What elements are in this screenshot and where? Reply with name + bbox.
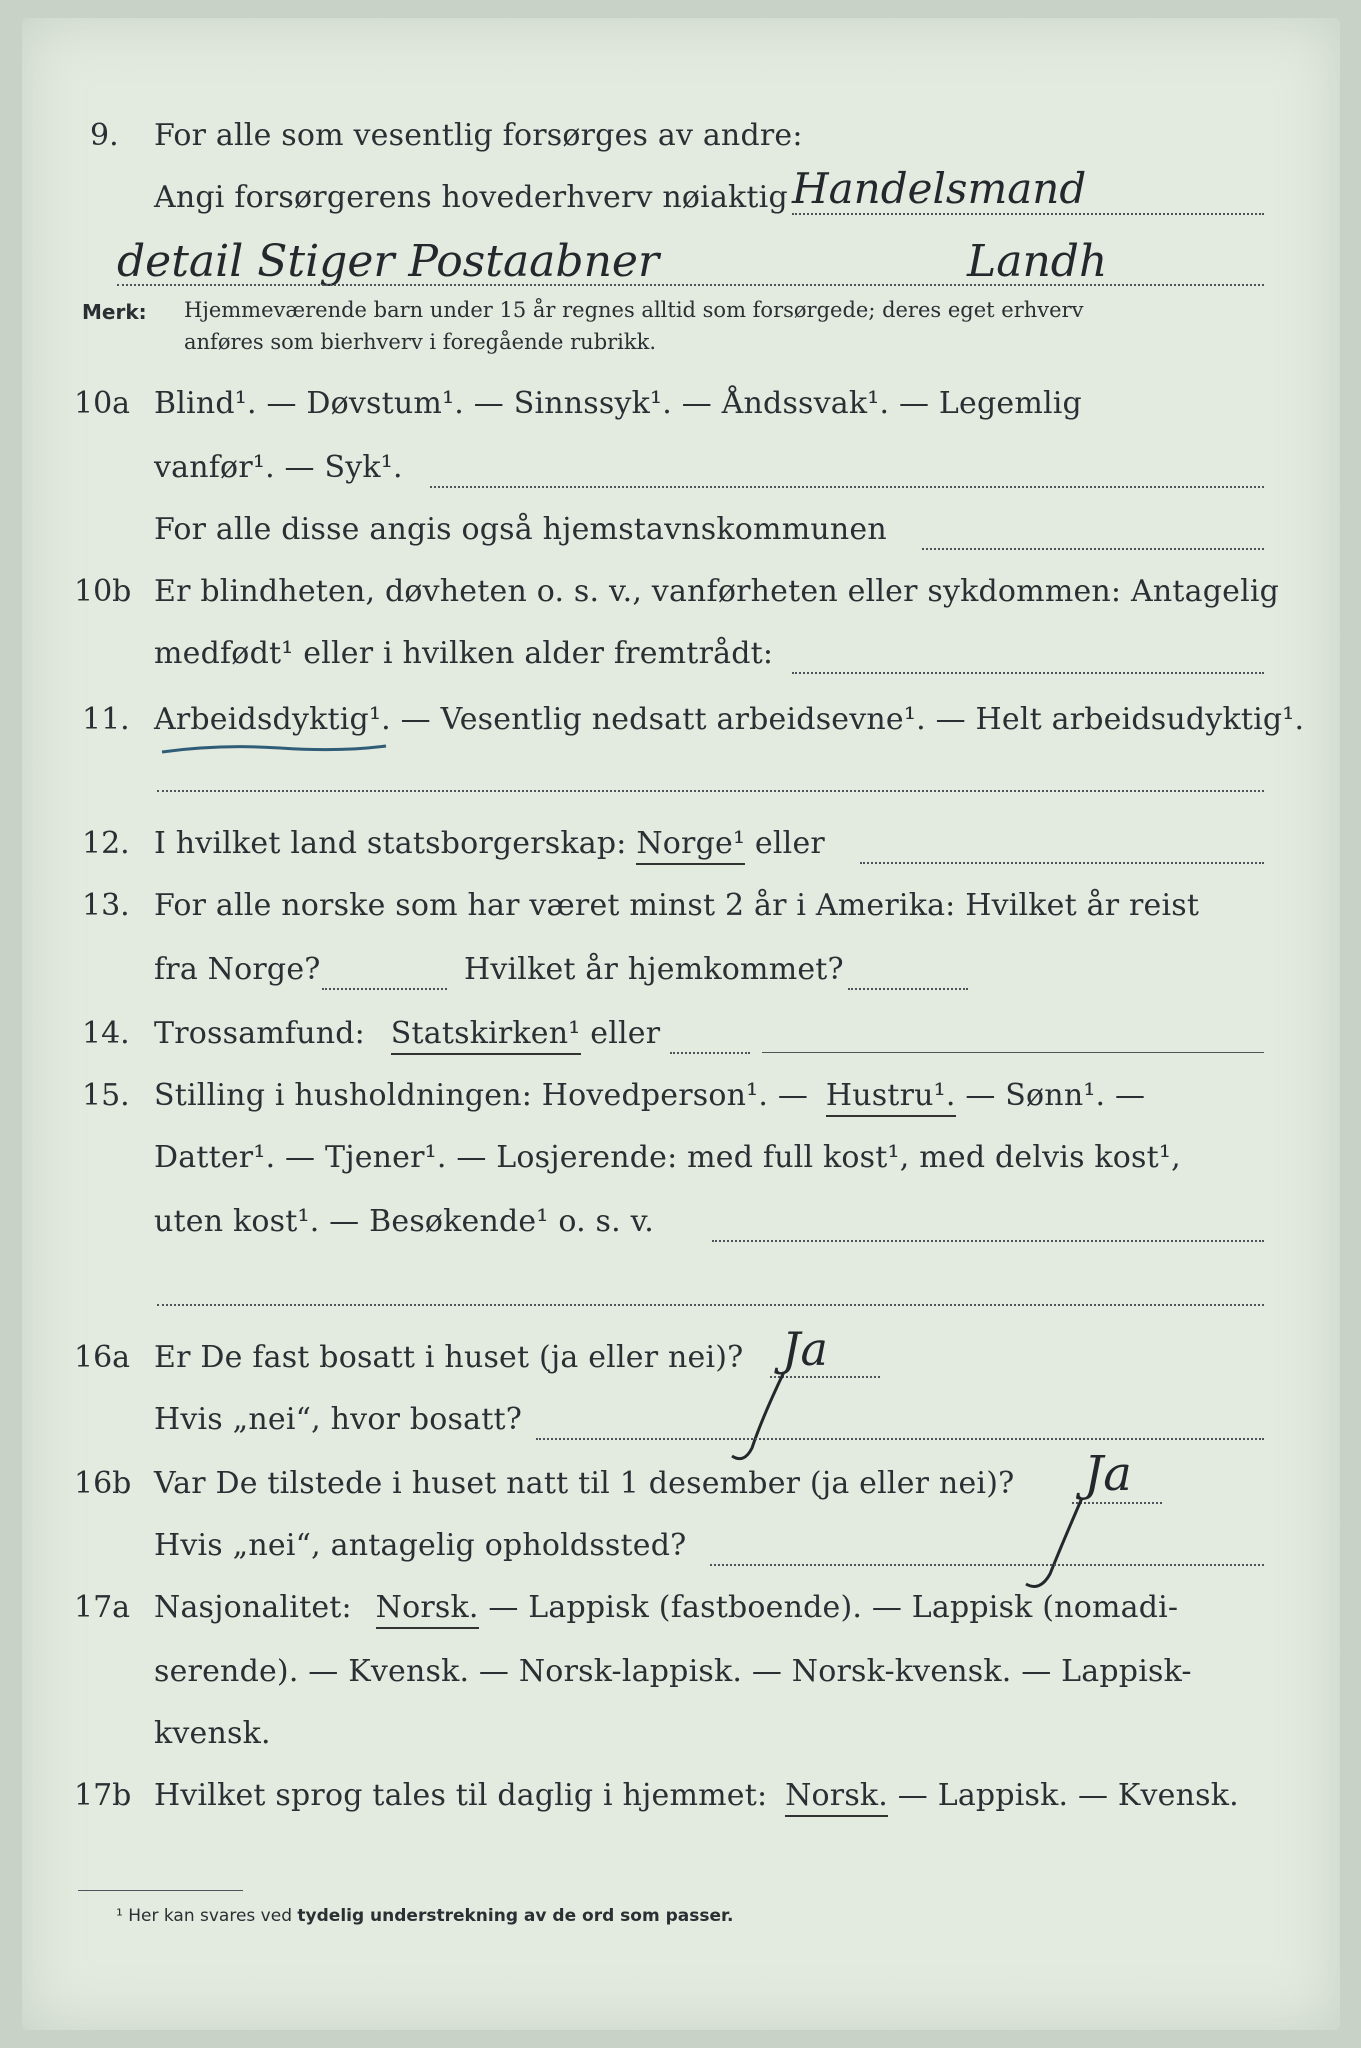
q17a-pre: Nasjonalitet: [154, 1590, 352, 1625]
merk-label: Merk: [82, 300, 147, 324]
q9-line2: Angi forsørgerens hovederhverv nøiaktig [154, 180, 788, 215]
q16b-answer: Ja [1084, 1446, 1132, 1502]
q17a-line1rest: — Lappisk (fastboende). — Lappisk (nomadi- [488, 1590, 1179, 1625]
q14-number: 14. [82, 1016, 130, 1051]
q15-line3: uten kost¹. — Besøkende¹ o. s. v. [154, 1204, 654, 1239]
q13-line2b-dots [848, 988, 968, 990]
q16a-answer: Ja [782, 1322, 828, 1376]
q17b-line [154, 1778, 1239, 1813]
q9-answer-line2: detail Stiger Postaabner [117, 236, 659, 287]
q17b-pre: Hvilket sprog tales til daglig i hjemmet: [154, 1778, 768, 1813]
q16a-handwriting-stroke [722, 1368, 802, 1468]
q10a-line3: For alle disse angis også hjemstavnskommunen [154, 512, 887, 547]
q12-number: 12. [82, 826, 130, 861]
q16a-line1: Er De fast bosatt i huset (ja eller nei)? [154, 1340, 744, 1375]
q13-line2b: Hvilket år hjemkommet? [464, 952, 844, 987]
q9-answer-line1: Handelsmand [792, 164, 1087, 213]
footnote-text-b: tydelig understrekning av de ord som passer. [297, 1906, 734, 1926]
q9-answer-line1-dots [792, 213, 1264, 215]
q12-line [154, 826, 825, 861]
footnote-mark: ¹ [116, 1906, 123, 1926]
q10a-number: 10a [74, 386, 131, 421]
q15-line1b: — Sønn¹. — [965, 1078, 1146, 1113]
q11-extra-dots [157, 790, 1264, 792]
q17b-opt-norsk: Norsk. [785, 1778, 888, 1817]
q13-number: 13. [82, 888, 130, 923]
q17a-opt-norsk: Norsk. [376, 1590, 479, 1629]
q16b-line2-dots [710, 1564, 1264, 1566]
q15-extra-dots [157, 1304, 1264, 1306]
q10a-line3-dots [922, 548, 1264, 550]
q10b-line1: Er blindheten, døvheten o. s. v., vanførheten eller sykdommen: Antagelig [154, 574, 1280, 609]
q10b-line2-dots [792, 672, 1264, 674]
q14-pre: Trossamfund: [154, 1016, 365, 1051]
q16a-number: 16a [74, 1340, 131, 1375]
q10b-number: 10b [74, 574, 132, 609]
q15-line3-dots [712, 1240, 1264, 1242]
q10a-line1: Blind¹. — Døvstum¹. — Sinnssyk¹. — Åndssvak¹. — Legemlig [154, 386, 1082, 421]
merk-line1: Hjemmeværende barn under 15 år regnes alltid som forsørgede; deres eget erhverv [184, 298, 1084, 322]
q14-rule [762, 1052, 1264, 1053]
q9-answer-line2b: Landh [967, 236, 1108, 287]
q17a-line3: kvensk. [154, 1716, 271, 1751]
footnote-rule [78, 1890, 243, 1891]
q11-opt-arbeidsdyktig: Arbeidsdyktig¹ [154, 702, 382, 737]
q14-line [154, 1016, 660, 1051]
q15-line1a: Stilling i husholdningen: Hovedperson¹. — [154, 1078, 809, 1113]
q11-line [154, 702, 1304, 737]
q9-answer-line2-dots [117, 284, 1264, 286]
q10b-line2: medfødt¹ eller i hvilken alder fremtrådt: [154, 636, 774, 671]
q16b-number: 16b [74, 1466, 132, 1501]
q17a-line1 [154, 1590, 1178, 1625]
q17a-number: 17a [74, 1590, 131, 1625]
footnote [116, 1906, 733, 1926]
q13-line1: For alle norske som har været minst 2 år i Amerika: Hvilket år reist [154, 888, 1200, 923]
q16b-line2: Hvis „nei“, antagelig opholdssted? [154, 1528, 687, 1563]
q16b-handwriting-stroke [1012, 1494, 1102, 1594]
q14-opt-statskirken: Statskirken¹ [391, 1016, 581, 1055]
q15-number: 15. [82, 1078, 130, 1113]
q12-opt-norge: Norge¹ [636, 826, 745, 865]
q13-line2a: fra Norge? [154, 952, 321, 987]
q10a-line2: vanfør¹. — Syk¹. [154, 450, 403, 485]
q17b-number: 17b [74, 1778, 132, 1813]
q11-rest: . — Vesentlig nedsatt arbeidsevne¹. — Helt arbeidsudyktig¹. [381, 702, 1305, 737]
merk-line2: anføres som bierhverv i foregående rubrikk. [184, 330, 657, 354]
q11-number: 11. [82, 702, 130, 737]
q12-post: eller [754, 826, 825, 861]
q15-line2: Datter¹. — Tjener¹. — Losjerende: med full kost¹, med delvis kost¹, [154, 1140, 1181, 1175]
q11-underline-mark [160, 740, 390, 758]
footnote-text-a: Her kan svares ved [128, 1906, 292, 1926]
q13-line2a-dots [322, 988, 447, 990]
q12-pre: I hvilket land statsborgerskap: [154, 826, 627, 861]
q12-dots [860, 862, 1264, 864]
q9-number: 9. [90, 118, 119, 153]
q16b-line1: Var De tilstede i huset natt til 1 desember (ja eller nei)? [154, 1466, 1015, 1501]
q9-line1: For alle som vesentlig forsørges av andre: [154, 118, 803, 153]
census-form-page [22, 18, 1340, 2030]
q15-line1 [154, 1078, 1145, 1113]
q14-dots [670, 1052, 750, 1054]
q14-post: eller [590, 1016, 661, 1051]
q15-opt-hustru: Hustru¹. [826, 1078, 956, 1117]
q17a-line2: serende). — Kvensk. — Norsk-lappisk. — Norsk-kvensk. — Lappisk- [154, 1654, 1192, 1689]
q16a-line2-dots [536, 1438, 1264, 1440]
q16a-line2: Hvis „nei“, hvor bosatt? [154, 1402, 523, 1437]
q10a-line2-dots [430, 486, 1264, 488]
q17b-post: — Lappisk. — Kvensk. [897, 1778, 1239, 1813]
